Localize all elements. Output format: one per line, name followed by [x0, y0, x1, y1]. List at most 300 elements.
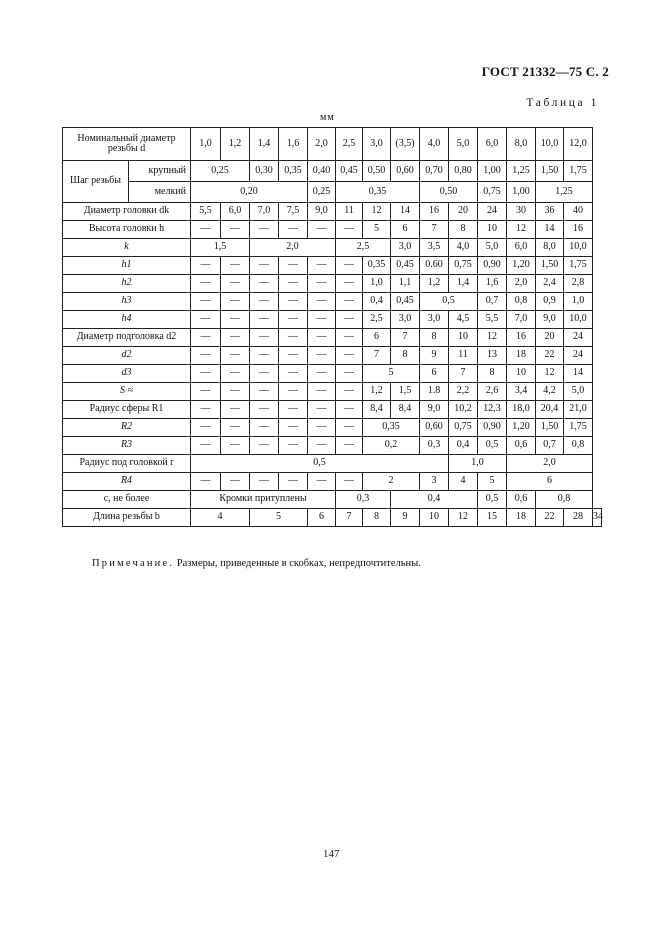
value-cell: 0,80: [449, 161, 478, 182]
value-cell: —: [191, 275, 221, 293]
value-cell: 0,90: [478, 257, 507, 275]
value-cell: —: [191, 473, 221, 491]
value-cell: 20: [536, 329, 564, 347]
value-cell: —: [250, 437, 279, 455]
value-cell: —: [279, 383, 308, 401]
note-label: Примечание.: [92, 558, 175, 569]
value-cell: 4,0: [449, 239, 478, 257]
value-cell: 7: [420, 221, 449, 239]
value-cell: 9,0: [420, 401, 449, 419]
value-cell: —: [279, 473, 308, 491]
value-cell: —: [336, 383, 363, 401]
value-cell: 12: [449, 509, 478, 527]
value-cell: 2: [363, 473, 420, 491]
value-cell: 8,0: [536, 239, 564, 257]
value-cell: 11: [336, 203, 363, 221]
table-row: [63, 383, 602, 401]
value-cell: —: [221, 311, 250, 329]
value-cell: 2,0: [308, 128, 336, 161]
value-cell: —: [250, 473, 279, 491]
value-cell: 7: [449, 365, 478, 383]
value-cell: —: [221, 383, 250, 401]
value-cell: —: [308, 347, 336, 365]
value-cell: —: [308, 293, 336, 311]
value-cell: —: [250, 365, 279, 383]
value-cell: —: [191, 293, 221, 311]
value-cell: 16: [564, 221, 593, 239]
value-cell: —: [221, 437, 250, 455]
value-cell: 0,35: [363, 257, 391, 275]
value-cell: 0,8: [536, 491, 593, 509]
value-cell: 0,8: [564, 437, 593, 455]
value-cell: 1,2: [420, 275, 449, 293]
value-cell: 0,75: [478, 182, 507, 203]
value-cell: —: [221, 221, 250, 239]
value-cell: —: [279, 275, 308, 293]
value-cell: 5: [363, 365, 420, 383]
value-cell: 1,75: [564, 161, 593, 182]
row-label-cell: Длина резьбы b: [63, 509, 191, 527]
value-cell: 0,6: [507, 491, 536, 509]
value-cell: 4,5: [449, 311, 478, 329]
table-row: [63, 293, 602, 311]
value-cell: —: [336, 329, 363, 347]
value-cell: 0,25: [191, 161, 250, 182]
value-cell: —: [221, 275, 250, 293]
value-cell: 0,60: [391, 161, 420, 182]
value-cell: —: [279, 221, 308, 239]
value-cell: 0,2: [363, 437, 420, 455]
value-cell: 18: [507, 509, 536, 527]
value-cell: 0,9: [536, 293, 564, 311]
value-cell: 1,5: [191, 239, 250, 257]
value-cell: —: [279, 347, 308, 365]
value-cell: 5,0: [564, 383, 593, 401]
value-cell: —: [250, 383, 279, 401]
row-label-cell: d3: [63, 365, 191, 383]
note-text: Размеры, приведенные в скобках, непредпочтительны.: [174, 558, 421, 569]
row-label-cell: крупный: [129, 161, 191, 182]
value-cell: 11: [449, 347, 478, 365]
value-cell: 0,45: [391, 257, 420, 275]
value-cell: 0,5: [420, 293, 478, 311]
row-label-cell: Диаметр подголовка d2: [63, 329, 191, 347]
value-cell: —: [336, 221, 363, 239]
value-cell: —: [250, 221, 279, 239]
value-cell: 10,0: [536, 128, 564, 161]
value-cell: 6,0: [478, 128, 507, 161]
value-cell: —: [191, 221, 221, 239]
value-cell: 1,0: [363, 275, 391, 293]
value-cell: 0,5: [478, 491, 507, 509]
value-cell: 8: [363, 509, 391, 527]
table-row: [63, 509, 602, 527]
value-cell: 8,4: [363, 401, 391, 419]
value-cell: 10,2: [449, 401, 478, 419]
value-cell: 0,60: [420, 419, 449, 437]
value-cell: 10: [420, 509, 449, 527]
table-note: [92, 558, 421, 569]
table-row: [63, 221, 602, 239]
value-cell: 6: [308, 509, 336, 527]
value-cell: 24: [478, 203, 507, 221]
document-reference: ГОСТ 21332—75 С. 2: [481, 64, 609, 79]
value-cell: 3,5: [420, 239, 449, 257]
value-cell: 0,7: [478, 293, 507, 311]
value-cell: Кромки притуплены: [191, 491, 336, 509]
value-cell: 0,3: [420, 437, 449, 455]
value-cell: —: [250, 401, 279, 419]
value-cell: —: [191, 437, 221, 455]
value-cell: 1,6: [279, 128, 308, 161]
value-cell: 0,35: [363, 419, 420, 437]
row-label-cell: h4: [63, 311, 191, 329]
page-number: 147: [323, 848, 340, 860]
value-cell: 1,4: [250, 128, 279, 161]
value-cell: 0,25: [308, 182, 336, 203]
value-cell: 8,0: [507, 128, 536, 161]
value-cell: 5: [478, 473, 507, 491]
value-cell: 0,5: [191, 455, 449, 473]
value-cell: —: [279, 293, 308, 311]
row-label-cell: Радиус под головкой r: [63, 455, 191, 473]
value-cell: 2,5: [336, 239, 391, 257]
value-cell: 4,2: [536, 383, 564, 401]
value-cell: 10: [478, 221, 507, 239]
value-cell: 1,0: [449, 455, 507, 473]
row-label-cell: R4: [63, 473, 191, 491]
value-cell: —: [191, 383, 221, 401]
value-cell: 24: [564, 329, 593, 347]
value-cell: —: [279, 365, 308, 383]
value-cell: —: [308, 419, 336, 437]
value-cell: 0,8: [507, 293, 536, 311]
value-cell: 6: [391, 221, 420, 239]
value-cell: 1,50: [536, 419, 564, 437]
value-cell: 2,8: [564, 275, 593, 293]
value-cell: 0,50: [363, 161, 391, 182]
value-cell: —: [221, 329, 250, 347]
row-label-cell: h1: [63, 257, 191, 275]
value-cell: 5: [363, 221, 391, 239]
value-cell: 13: [478, 347, 507, 365]
value-cell: 10,0: [564, 239, 593, 257]
value-cell: 21,0: [564, 401, 593, 419]
value-cell: 5,0: [478, 239, 507, 257]
value-cell: —: [308, 437, 336, 455]
value-cell: 1,1: [391, 275, 420, 293]
value-cell: 0,75: [449, 419, 478, 437]
value-cell: 1,75: [564, 419, 593, 437]
row-label-cell: мелкий: [129, 182, 191, 203]
row-label-cell: Диаметр головки dk: [63, 203, 191, 221]
row-label-cell: d2: [63, 347, 191, 365]
value-cell: 36: [536, 203, 564, 221]
value-cell: —: [336, 365, 363, 383]
table-row: [63, 275, 602, 293]
value-cell: 20: [449, 203, 478, 221]
value-cell: 5: [250, 509, 308, 527]
value-cell: 12: [363, 203, 391, 221]
value-cell: 5,5: [191, 203, 221, 221]
value-cell: 28: [564, 509, 593, 527]
value-cell: 1,00: [507, 182, 536, 203]
value-cell: 1,50: [536, 161, 564, 182]
value-cell: 1,5: [391, 383, 420, 401]
value-cell: 0,45: [336, 161, 363, 182]
value-cell: 4: [449, 473, 478, 491]
value-cell: —: [221, 293, 250, 311]
value-cell: —: [221, 401, 250, 419]
value-cell: —: [279, 419, 308, 437]
value-cell: 0,20: [191, 182, 308, 203]
value-cell: 10: [449, 329, 478, 347]
value-cell: —: [308, 473, 336, 491]
value-cell: —: [308, 311, 336, 329]
value-cell: —: [221, 347, 250, 365]
value-cell: 1,50: [536, 257, 564, 275]
value-cell: —: [336, 437, 363, 455]
value-cell: 8: [420, 329, 449, 347]
value-cell: 3,4: [507, 383, 536, 401]
value-cell: 8: [478, 365, 507, 383]
dimensions-table: [62, 127, 602, 527]
table-row: [63, 401, 602, 419]
value-cell: —: [279, 311, 308, 329]
value-cell: 7: [391, 329, 420, 347]
value-cell: 1,0: [191, 128, 221, 161]
value-cell: 10: [507, 365, 536, 383]
value-cell: —: [308, 365, 336, 383]
table-row: [63, 473, 602, 491]
table-row: [63, 329, 602, 347]
value-cell: 1,25: [536, 182, 593, 203]
value-cell: 12: [507, 221, 536, 239]
value-cell: 22: [536, 509, 564, 527]
value-cell: 8,4: [391, 401, 420, 419]
value-cell: —: [191, 257, 221, 275]
value-cell: 0,40: [308, 161, 336, 182]
value-cell: 0,7: [536, 437, 564, 455]
value-cell: —: [221, 365, 250, 383]
value-cell: 9,0: [308, 203, 336, 221]
value-cell: —: [336, 347, 363, 365]
value-cell: —: [308, 401, 336, 419]
table-row: [63, 491, 602, 509]
value-cell: 9: [420, 347, 449, 365]
value-cell: 1,20: [507, 419, 536, 437]
value-cell: (3,5): [391, 128, 420, 161]
value-cell: 8: [449, 221, 478, 239]
value-cell: 0,75: [449, 257, 478, 275]
units-label: мм: [320, 112, 335, 123]
value-cell: —: [221, 419, 250, 437]
value-cell: 0,3: [336, 491, 391, 509]
table-row: [63, 437, 602, 455]
value-cell: 1,0: [564, 293, 593, 311]
row-label-cell: Шаг резьбы: [63, 161, 129, 203]
value-cell: —: [250, 257, 279, 275]
table-row: [63, 257, 602, 275]
value-cell: 4: [191, 509, 250, 527]
value-cell: —: [191, 347, 221, 365]
value-cell: 10,0: [564, 311, 593, 329]
value-cell: 6: [507, 473, 593, 491]
value-cell: —: [250, 275, 279, 293]
value-cell: 9: [391, 509, 420, 527]
value-cell: 12,3: [478, 401, 507, 419]
value-cell: 7: [336, 509, 363, 527]
value-cell: 0,45: [391, 293, 420, 311]
value-cell: —: [279, 329, 308, 347]
table-row: [63, 239, 602, 257]
value-cell: —: [308, 383, 336, 401]
value-cell: 1,4: [449, 275, 478, 293]
value-cell: —: [191, 365, 221, 383]
value-cell: 6: [363, 329, 391, 347]
value-cell: 7,0: [250, 203, 279, 221]
value-cell: 24: [564, 347, 593, 365]
value-cell: 1,00: [478, 161, 507, 182]
table-title: Таблица 1: [526, 97, 599, 109]
value-cell: 1,20: [507, 257, 536, 275]
value-cell: —: [336, 293, 363, 311]
value-cell: 2,0: [507, 275, 536, 293]
row-label-cell: Высота головки h: [63, 221, 191, 239]
table-row: [63, 347, 602, 365]
value-cell: —: [221, 257, 250, 275]
table-row: [63, 182, 602, 203]
value-cell: 14: [391, 203, 420, 221]
value-cell: —: [336, 401, 363, 419]
value-cell: 0,4: [363, 293, 391, 311]
value-cell: 2,5: [363, 311, 391, 329]
value-cell: 1,25: [507, 161, 536, 182]
value-cell: 0,4: [391, 491, 478, 509]
value-cell: 0,35: [336, 182, 420, 203]
value-cell: 0,30: [250, 161, 279, 182]
row-label-cell: Номинальный диаметр резьбы d: [63, 128, 191, 161]
value-cell: 18,0: [507, 401, 536, 419]
value-cell: 3,0: [420, 311, 449, 329]
value-cell: —: [308, 257, 336, 275]
table-row: [63, 455, 602, 473]
value-cell: —: [308, 221, 336, 239]
value-cell: 30: [507, 203, 536, 221]
value-cell: 18: [507, 347, 536, 365]
value-cell: 3,0: [391, 311, 420, 329]
value-cell: —: [308, 275, 336, 293]
value-cell: 12: [478, 329, 507, 347]
table-row: [63, 365, 602, 383]
value-cell: 0,70: [420, 161, 449, 182]
row-label-cell: k: [63, 239, 191, 257]
value-cell: —: [250, 419, 279, 437]
row-label-cell: h3: [63, 293, 191, 311]
value-cell: —: [221, 473, 250, 491]
table-row: [63, 311, 602, 329]
value-cell: 7,0: [507, 311, 536, 329]
table-row: [63, 161, 602, 182]
value-cell: 16: [420, 203, 449, 221]
table-row: [63, 419, 602, 437]
value-cell: 1.8: [420, 383, 449, 401]
value-cell: 0,5: [478, 437, 507, 455]
table-row: [63, 128, 602, 161]
value-cell: 1,75: [564, 257, 593, 275]
row-label-cell: R2: [63, 419, 191, 437]
value-cell: 34: [593, 509, 602, 527]
value-cell: 8: [391, 347, 420, 365]
value-cell: —: [250, 329, 279, 347]
value-cell: 40: [564, 203, 593, 221]
value-cell: 1,6: [478, 275, 507, 293]
value-cell: —: [191, 311, 221, 329]
value-cell: 3: [420, 473, 449, 491]
value-cell: 4,0: [420, 128, 449, 161]
value-cell: 2,0: [507, 455, 593, 473]
value-cell: 12: [536, 365, 564, 383]
value-cell: 2,2: [449, 383, 478, 401]
row-label-cell: Радиус сферы R1: [63, 401, 191, 419]
value-cell: —: [250, 293, 279, 311]
value-cell: 20,4: [536, 401, 564, 419]
value-cell: —: [336, 257, 363, 275]
value-cell: 16: [507, 329, 536, 347]
value-cell: 15: [478, 509, 507, 527]
value-cell: 3,0: [363, 128, 391, 161]
value-cell: 1,2: [363, 383, 391, 401]
value-cell: 0.60: [420, 257, 449, 275]
value-cell: —: [191, 419, 221, 437]
value-cell: —: [336, 275, 363, 293]
row-label-cell: h2: [63, 275, 191, 293]
value-cell: 6,0: [507, 239, 536, 257]
value-cell: —: [336, 473, 363, 491]
row-label-cell: R3: [63, 437, 191, 455]
value-cell: 6,0: [221, 203, 250, 221]
value-cell: 14: [564, 365, 593, 383]
value-cell: 12,0: [564, 128, 593, 161]
row-label-cell: S ≈: [63, 383, 191, 401]
value-cell: —: [191, 329, 221, 347]
value-cell: 7,5: [279, 203, 308, 221]
value-cell: —: [191, 401, 221, 419]
table-body: [63, 128, 602, 527]
value-cell: 1,2: [221, 128, 250, 161]
value-cell: 2,0: [250, 239, 336, 257]
value-cell: —: [308, 329, 336, 347]
value-cell: —: [250, 311, 279, 329]
value-cell: —: [336, 419, 363, 437]
value-cell: 22: [536, 347, 564, 365]
value-cell: 0,4: [449, 437, 478, 455]
value-cell: —: [336, 311, 363, 329]
value-cell: 14: [536, 221, 564, 239]
row-label-cell: с, не более: [63, 491, 191, 509]
value-cell: —: [250, 347, 279, 365]
dimensions-table-wrap: [62, 127, 602, 527]
value-cell: 5,0: [449, 128, 478, 161]
value-cell: 0,90: [478, 419, 507, 437]
value-cell: 2,4: [536, 275, 564, 293]
value-cell: —: [279, 257, 308, 275]
value-cell: 3,0: [391, 239, 420, 257]
value-cell: 0,35: [279, 161, 308, 182]
value-cell: —: [279, 401, 308, 419]
value-cell: 2,6: [478, 383, 507, 401]
value-cell: 9,0: [536, 311, 564, 329]
